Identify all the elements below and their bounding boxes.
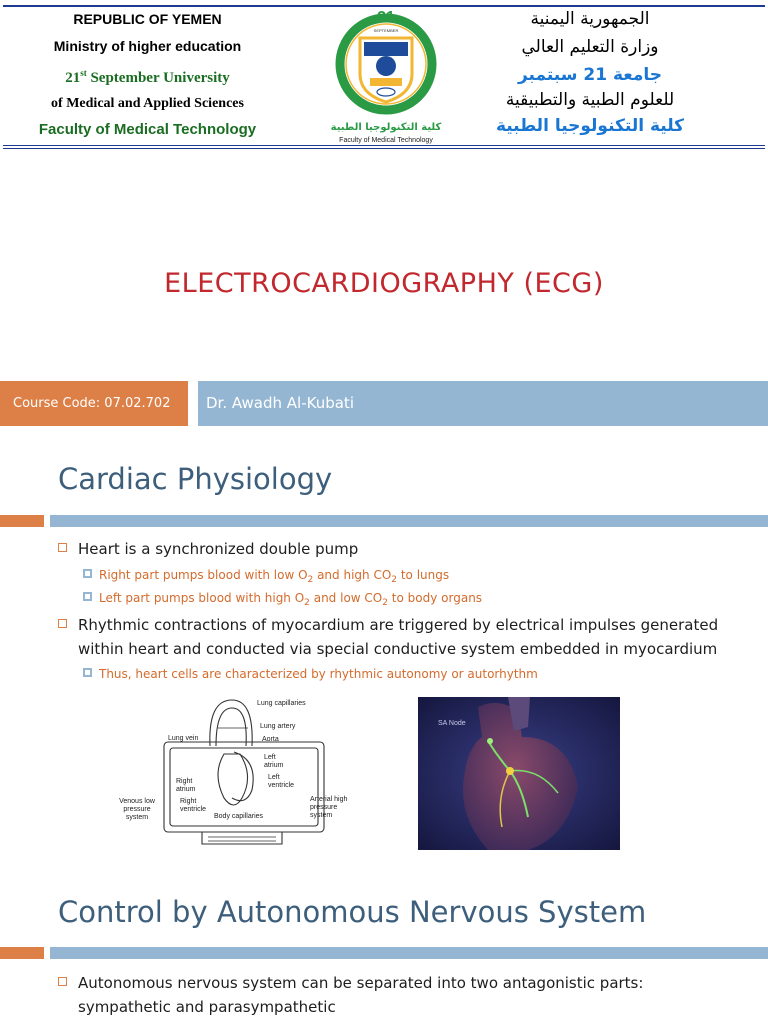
label-lung-artery: Lung artery xyxy=(260,723,296,730)
header-ar-faculty: كلية التكنولوجيا الطبية xyxy=(495,116,685,136)
university-header xyxy=(0,0,768,152)
sub-bullet-left-pump: Left part pumps blood with high $O_2$ and low $CO_2$ to body organs xyxy=(83,591,482,605)
label-right-atrium: Right atrium xyxy=(176,778,196,793)
bullet-double-pump: Heart is a synchronized double pump xyxy=(58,537,358,561)
title-rule-orange xyxy=(0,947,44,959)
title-rule-blue xyxy=(50,515,768,527)
page-title: ELECTROCARDIOGRAPHY (ECG) xyxy=(164,268,604,299)
label-right-ventricle: Right ventricle xyxy=(180,798,207,813)
label-aorta: Aorta xyxy=(262,736,279,743)
label-lung-capillaries: Lung capillaries xyxy=(257,700,306,707)
header-ar-sciences: للعلوم الطبية والتطبيقية xyxy=(505,90,675,110)
label-lung-vein: Lung vein xyxy=(168,735,199,742)
header-country: REPUBLIC OF YEMEN xyxy=(73,11,222,27)
bullet-square-icon xyxy=(58,977,67,986)
header-ar-country: الجمهورية اليمنية xyxy=(530,9,650,29)
label-body-capillaries: Body capillaries xyxy=(214,813,264,820)
slide-title-cardiac-physiology: Cardiac Physiology xyxy=(58,462,333,496)
label-venous-system: Venous low pressure system xyxy=(119,798,155,821)
header-ministry: Ministry of higher education xyxy=(53,38,242,54)
logo-arabic-caption: كلية التكنولوجيا الطبية xyxy=(330,122,442,133)
logo-number: 21 xyxy=(377,9,395,26)
header-faculty: Faculty of Medical Technology xyxy=(38,121,257,138)
university-logo xyxy=(330,6,442,148)
title-rule-orange xyxy=(0,515,44,527)
header-ar-ministry: وزارة التعليم العالي xyxy=(521,37,659,57)
bullet-ans-parts: Autonomous nervous system can be separated into two antagonistic parts: sympathetic and parasympathetic xyxy=(58,971,758,1019)
author-bar: Dr. Awadh Al-Kubati xyxy=(198,381,768,426)
label-left-atrium: Left atrium xyxy=(264,754,284,769)
label-sa-node: SA Node xyxy=(438,720,466,727)
sub-bullet-right-pump: Right part pumps blood with low $O_2$ and high $CO_2$ to lungs xyxy=(83,568,449,582)
title-rule-blue xyxy=(50,947,768,959)
label-arterial-system: Arterial high pressure system xyxy=(310,796,348,819)
slide-title-autonomous-nervous-system: Control by Autonomous Nervous System xyxy=(58,895,647,929)
bullet-square-icon xyxy=(58,619,67,628)
header-university: 21st September University xyxy=(65,68,230,86)
label-left-ventricle: Left ventricle xyxy=(268,774,295,789)
sub-bullet-square-icon xyxy=(83,569,92,578)
sub-bullet-autorhythm: Thus, heart cells are characterized by rhythmic autonomy or autorhythm xyxy=(83,667,538,681)
circulation-diagram xyxy=(112,694,362,852)
heart-conduction-image xyxy=(418,697,620,850)
course-code-bar: Course Code: 07.02.702 xyxy=(0,381,188,426)
header-ar-university: جامعة 21 سبتمبر xyxy=(517,65,663,85)
header-sciences: of Medical and Applied Sciences xyxy=(51,96,244,111)
logo-word: SEPTEMBER xyxy=(373,28,399,33)
sub-bullet-square-icon xyxy=(83,592,92,601)
logo-english-caption: Faculty of Medical Technology xyxy=(339,137,433,144)
bullet-square-icon xyxy=(58,543,67,552)
bullet-rhythmic-contractions: Rhythmic contractions of myocardium are triggered by electrical impulses generated within heart and conducted via special conductive system embedded in myocardium xyxy=(58,613,758,661)
sub-bullet-square-icon xyxy=(83,668,92,677)
